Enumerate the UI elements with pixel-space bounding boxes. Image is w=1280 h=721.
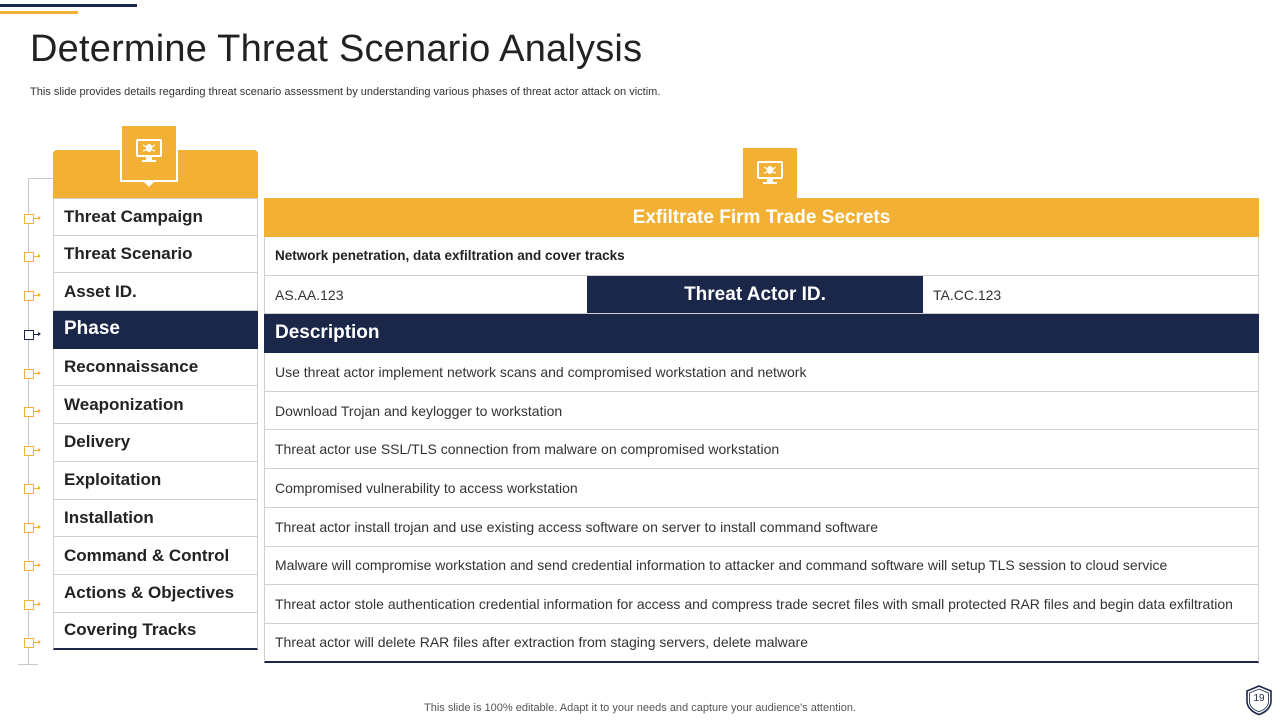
phase-cell: Command & Control xyxy=(53,537,258,575)
phase-header: Phase xyxy=(53,311,258,349)
threat-actor-label: Threat Actor ID. xyxy=(587,276,923,314)
description-header: Description xyxy=(264,314,1259,353)
computer-bug-icon xyxy=(134,136,164,171)
description-cell: Threat actor stole authentication credential information for access and compress trade secret files with small protected RAR files and begin data exfiltration xyxy=(264,585,1259,624)
timeline-foot xyxy=(18,664,38,665)
label-threat-scenario: Threat Scenario xyxy=(53,236,258,274)
phase-cell: Delivery xyxy=(53,424,258,462)
page-number: 19 xyxy=(1253,693,1265,704)
asset-actor-row xyxy=(264,276,1259,315)
phase-cell: Exploitation xyxy=(53,462,258,500)
timeline-marker xyxy=(24,252,34,262)
right-header-icon-box xyxy=(741,146,799,204)
timeline-line xyxy=(28,178,29,664)
phase-cell: Covering Tracks xyxy=(53,613,258,651)
description-cell: Threat actor will delete RAR files after extraction from staging servers, delete malware xyxy=(264,624,1259,663)
phase-column xyxy=(53,198,258,650)
scenario-value: Network penetration, data exfiltration and cover tracks xyxy=(264,237,1259,276)
footer-note: This slide is 100% editable. Adapt it to your needs and capture your audience's attention. xyxy=(424,702,856,714)
phase-cell: Installation xyxy=(53,500,258,538)
page-title: Determine Threat Scenario Analysis xyxy=(30,28,643,70)
phase-cell: Actions & Objectives xyxy=(53,575,258,613)
timeline-marker xyxy=(24,600,34,610)
timeline-marker xyxy=(24,561,34,571)
timeline-marker xyxy=(24,638,34,648)
description-column xyxy=(264,198,1259,663)
accent-bar-dark xyxy=(0,4,137,7)
description-cell: Use threat actor implement network scans and compromised workstation and network xyxy=(264,353,1259,392)
description-cell: Threat actor install trojan and use existing access software on server to install command software xyxy=(264,508,1259,547)
description-cell: Download Trojan and keylogger to workstation xyxy=(264,392,1259,431)
timeline-marker xyxy=(24,484,34,494)
timeline-marker xyxy=(24,369,34,379)
label-asset-id: Asset ID. xyxy=(53,273,258,311)
phase-cell: Weaponization xyxy=(53,386,258,424)
description-cell: Malware will compromise workstation and send credential information to attacker and command software will setup TLS session to cloud service xyxy=(264,547,1259,586)
phase-cell: Reconnaissance xyxy=(53,349,258,387)
timeline-marker-active xyxy=(24,330,34,340)
asset-id-value: AS.AA.123 xyxy=(275,286,344,303)
description-cell: Compromised vulnerability to access workstation xyxy=(264,469,1259,508)
timeline-marker xyxy=(24,291,34,301)
label-threat-campaign: Threat Campaign xyxy=(53,198,258,236)
threat-actor-value: TA.CC.123 xyxy=(933,286,1002,303)
computer-bug-icon xyxy=(755,158,785,193)
timeline-marker xyxy=(24,523,34,533)
campaign-value: Exfiltrate Firm Trade Secrets xyxy=(264,198,1259,237)
timeline-cap xyxy=(28,178,53,179)
description-cell: Threat actor use SSL/TLS connection from malware on compromised workstation xyxy=(264,430,1259,469)
timeline-marker xyxy=(24,407,34,417)
timeline-marker xyxy=(24,446,34,456)
left-header-icon-box xyxy=(120,124,178,182)
page-subtitle: This slide provides details regarding threat scenario assessment by understanding various phases of threat actor attack on victim. xyxy=(30,86,661,98)
accent-bar-gold xyxy=(0,11,78,14)
timeline-marker xyxy=(24,214,34,224)
